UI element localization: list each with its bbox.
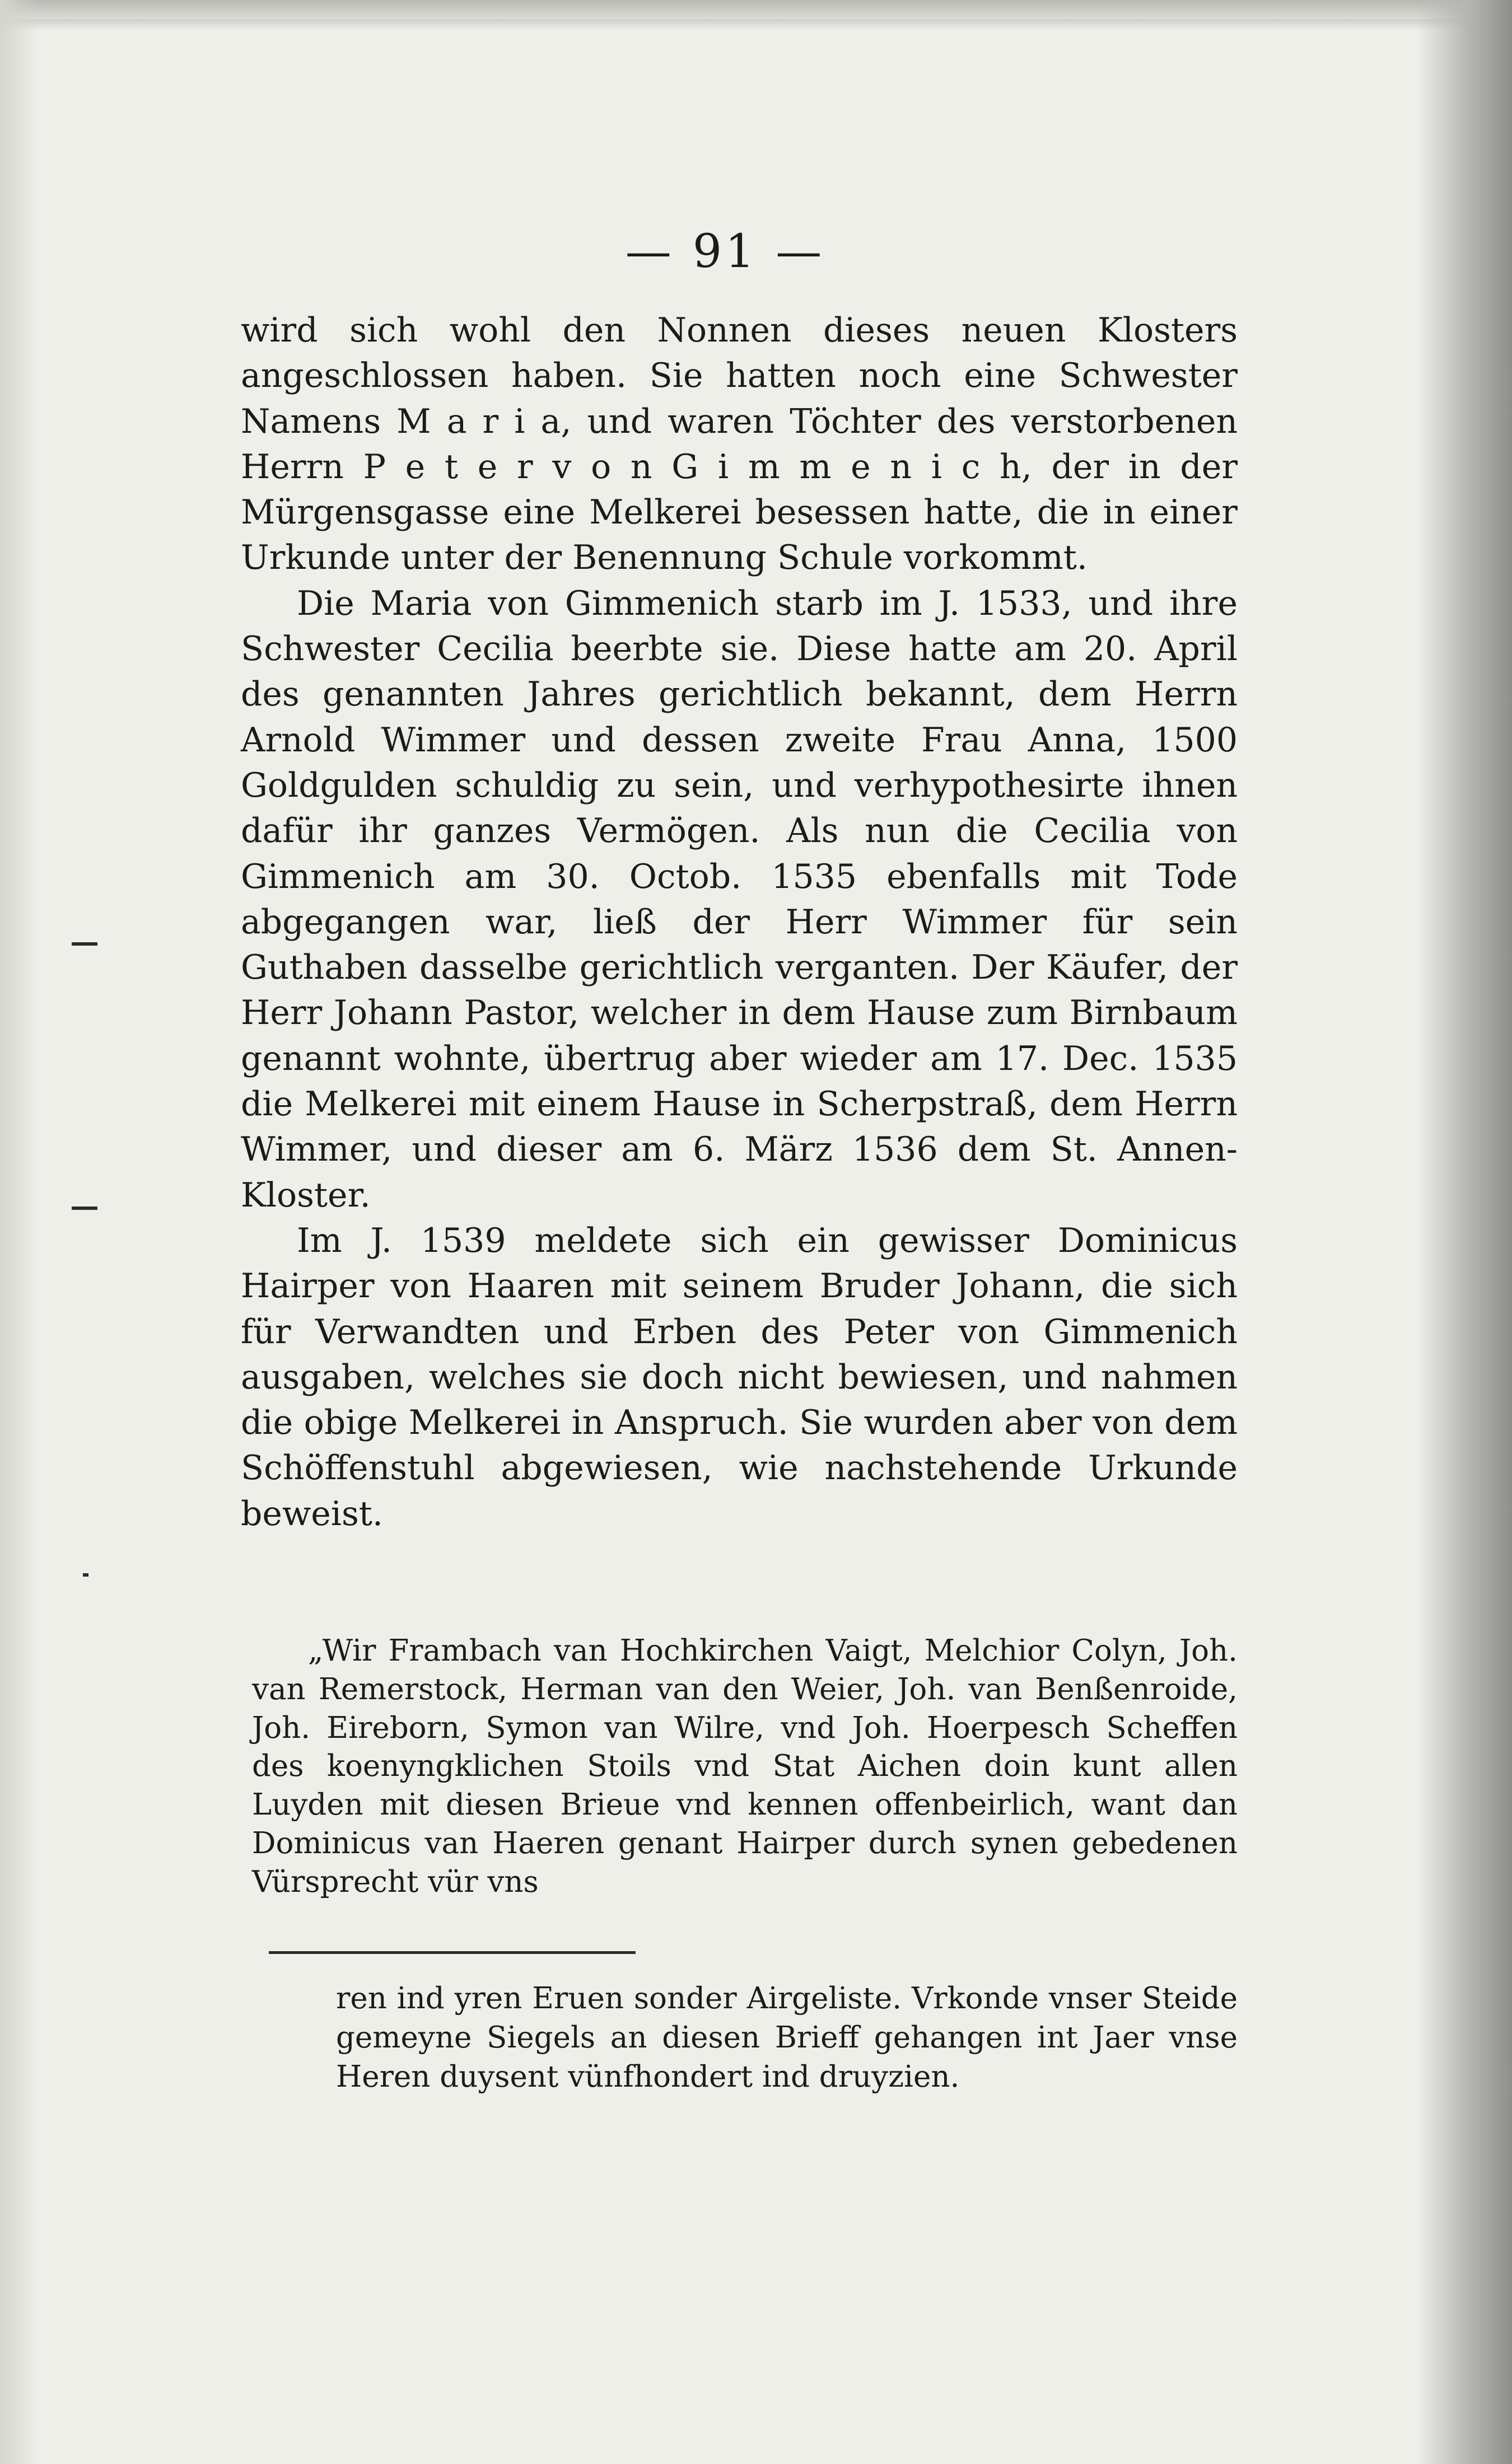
margin-mark bbox=[72, 1207, 97, 1210]
margin-mark bbox=[83, 1573, 88, 1577]
page-number: — 91 — bbox=[625, 225, 825, 278]
main-text bbox=[241, 308, 1238, 1537]
margin-mark bbox=[72, 942, 97, 946]
top-paper-edge bbox=[0, 0, 1512, 19]
footnote bbox=[336, 1979, 1238, 2097]
left-margin-shadow bbox=[0, 0, 39, 2464]
quoted-document bbox=[252, 1632, 1238, 1902]
footnote-divider bbox=[269, 1951, 636, 1954]
footnote-paragraph: ren ind yren Eruen sonder Airgeliste. Vrkonde vnser Steide gemeyne Siegels an diesen Brieff gehangen int Jaer vnse Heren duysent vünfhondert ind druyzien. bbox=[336, 1981, 1238, 2094]
binding-shadow bbox=[1417, 0, 1512, 2464]
paragraph: Im J. 1539 meldete sich ein gewisser Dominicus Hairper von Haaren mit seinem Bruder Johann, die sich für Verwandten und Erben des Peter von Gimmenich ausgaben, welches sie doch nicht bewiesen, und nahmen die obige Melkerei in Anspruch. Sie wurden aber von dem Schöffenstuhl abgewiesen, wie nachstehende Urkunde beweist. bbox=[241, 1221, 1238, 1533]
paragraph: wird sich wohl den Nonnen dieses neuen Klosters angeschlossen haben. Sie hatten noch eine Schwester Namens M a r i a, und waren Töchter des verstorbenen Herrn P e t e r v o n G i m m e n i c h, der in der Mürgensgasse eine Melkerei besessen hatte, die in einer Urkunde unter der Benennung Schule vorkommt. bbox=[241, 311, 1238, 578]
top-edge-shadow bbox=[0, 19, 1512, 30]
paragraph: Die Maria von Gimmenich starb im J. 1533, und ihre Schwester Cecilia beerbte sie. Diese hatte am 20. April des genannten Jahres gerichtlich bekannt, dem Herrn Arnold Wimmer und dessen zweite Frau Anna, 1500 Goldgulden schuldig zu sein, und verhypothesirte ihnen dafür ihr ganzes Vermögen. Als nun die Cecilia von Gimmenich am 30. Octob. 1535 ebenfalls mit Tode abgegangen war, ließ der Herr Wimmer für sein Guthaben dasselbe gerichtlich verganten. Der Käufer, der Herr Johann Pastor, welcher in dem Hause zum Birnbaum genannt wohnte, übertrug aber wieder am 17. Dec. 1535 die Melkerei mit einem Hause in Scherpstraß, dem Herrn Wimmer, und dieser am 6. März 1536 dem St. Annen-Kloster. bbox=[241, 583, 1238, 1215]
quote-paragraph: „Wir Frambach van Hochkirchen Vaigt, Melchior Colyn, Joh. van Remerstock, Herman van den Weier, Joh. van Benßenroide, Joh. Eireborn, Symon van Wilre, vnd Joh. Hoerpesch Scheffen des koenyngklichen Stoils vnd Stat Aichen doin kunt allen Luyden mit diesen Brieue vnd kennen offenbeirlich, want dan Dominicus van Haeren genant Hairper durch synen gebedenen Vürsprecht vür vns bbox=[252, 1634, 1238, 1899]
